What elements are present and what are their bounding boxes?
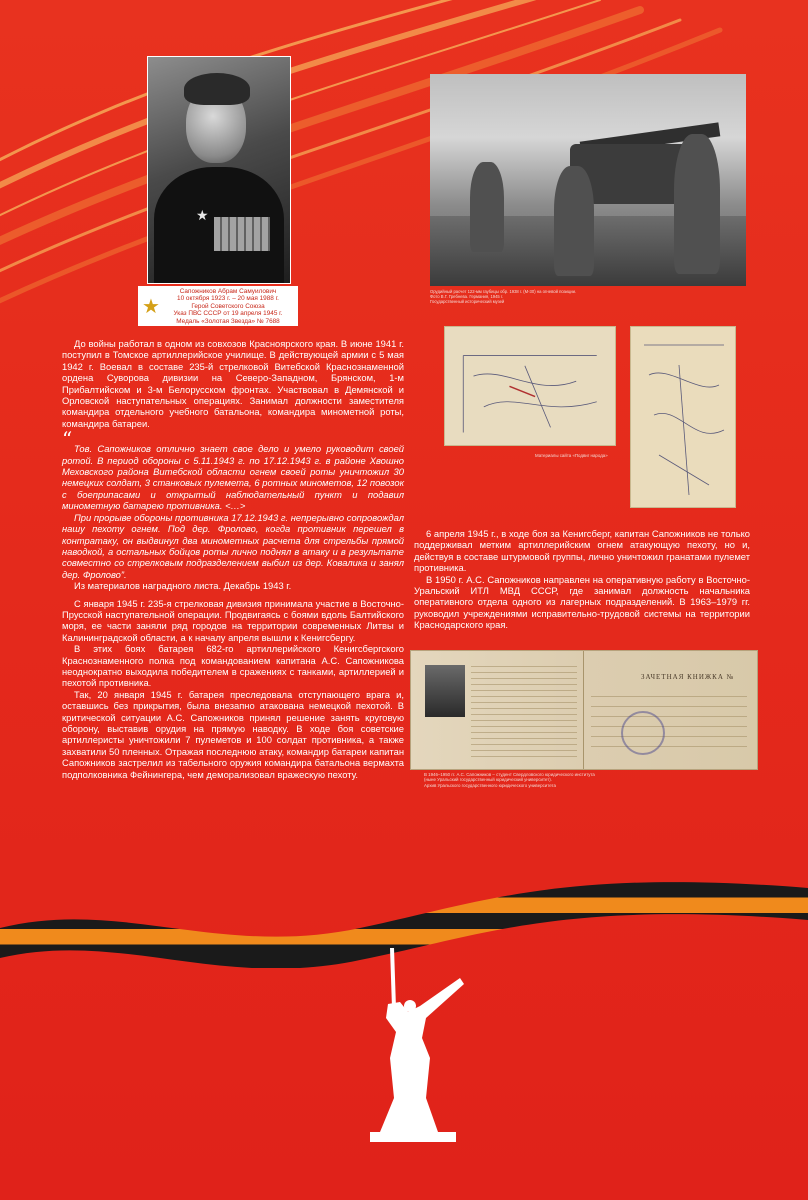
document-form-lines [591,687,747,747]
quote-source: Из материалов наградного листа. Декабрь 1943 г. [74,580,292,592]
right-text-column [414,528,750,631]
motherland-statue-icon [360,948,470,1144]
record-book-document [410,650,758,770]
photo-caption-line: Фото В.Г. Гребнева. Германия, 1945 г. [430,294,504,300]
stamp-icon [621,711,665,755]
document-text-lines [471,661,577,761]
war-photo-soldier [470,162,504,252]
award-quote-paragraph: При прорыве обороны противника 17.12.1943 г. непрерывно сопровождал нашу пехоту огнем. Под дер. Фролово, когда противник перешел в контратаку, он выдвинул два минометных расчета для стрельбы прямой наводкой, а остальных бойцов роты лично поднял в атаку и в результате совместно со стрелковым подразделением выбил из дер. Ковалика и занял дер. Фролово”. [62,511,404,580]
biography-paragraph: В этих боях батарея 682-го артиллерийского Кенигсбергского Краснознаменного полка под командованием капитана А.С. Сапожникова неоднократно выходила победителем в сражениях с танками, артиллерией и пехотой противника. [62,643,404,689]
battle-map-2 [630,326,736,508]
left-text-column [62,338,404,780]
document-caption-line: (ныне Уральский государственный юридический университет). [424,777,552,783]
caption-name: Сапожников Абрам Самуилович [179,288,277,295]
document-caption [424,772,724,788]
medals [214,217,270,251]
biography-paragraph: С января 1945 г. 235-я стрелковая дивизия принимала участие в Восточно-Прусской наступательной операции. Продвигаясь с боями вдоль Балтийского моря, ее части заняли ряд городов на территории современных Литвы и Калининградской области, а к началу апреля вышли к Кенигсбергу. [62,597,404,643]
portrait-hair [184,73,250,105]
gold-star-icon: ★ [142,296,160,318]
caption-title: Герой Советского Союза [191,302,265,310]
photo-caption-line: Орудийный расчет 122-мм гаубицы обр. 1938 г. (М-30) на огневой позиции. [430,289,577,294]
document-title: ЗАЧЕТНАЯ КНИЖКА № [641,673,735,681]
battle-map-1 [444,326,616,446]
document-caption-line: Архив Уральского государственного юридического университета [424,782,556,788]
photo-caption-line: Государственный исторический музей [430,299,505,305]
document-caption-line: В 1946–1950 гг. А.С. Сапожников – студент Свердловского юридического института [424,772,595,777]
maps-caption: Материалы сайта «Подвиг народа» [535,453,608,458]
caption-medal: Медаль «Золотая Звезда» № 7688 [176,317,280,325]
biography-paragraph: До войны работал в одном из совхозов Красноярского края. В июне 1941 г. поступил в Томское артиллерийское училище. В действующей армии с 5 мая 1942 г. Воевал в составе 235-й стрелковой Витебской Краснознаменной ордена Суворова дивизии на Северо-Западном, Брянском, 1-м Прибалтийском и 3-м Белорусском фронтах. Участвовал в Демянской и Орловской наступательных операциях. Занимал должности заместителя командира отдельного учебного батальона, командира минометной роты, командира батареи. [62,338,404,429]
map-2-lines [639,335,727,499]
biography-paragraph: В 1950 г. А.С. Сапожников направлен на оперативную работу в Восточно-Уральский ИТЛ МВД СССР, где занимал должность начальника оперативного отдела одного из лагерных подразделений. В 1963–1979 гг. руководил учреждениями исправительно-трудовой системы на территории Краснодарского края. [414,573,750,631]
document-photo [425,665,465,717]
biography-paragraph: 6 апреля 1945 г., в ходе боя за Кенигсберг, капитан Сапожников не только поддерживал метким артиллерийским огнем атакующую пехоту, но и, действуя в составе штурмовой группы, лично уничтожил гранатами пулемет противника. [414,528,750,574]
portrait-caption [138,286,298,326]
war-photo [430,74,746,286]
map-1-lines [453,335,607,438]
caption-decree: Указ ПВС СССР от 19 апреля 1945 г. [173,310,283,318]
hero-star-icon: ★ [196,207,209,223]
war-photo-soldier [554,166,594,276]
quote-mark-icon: “ [62,427,73,452]
award-quote-paragraph: Тов. Сапожников отлично знает свое дело и умело руководит своей ротой. В период обороны с 5.11.1943 г. по 17.12.1943 г. в районе Хвошно Меховского района Витебской области огнем своей роты уничтожил 30 немецких солдат, 3 станковых пулемета, 6 ротных минометов, 12 повозок с боеприпасами и открытый наблюдательный пункт и подавил минометную батарею противника. <…> [62,443,404,512]
portrait-photo [147,56,291,284]
document-fold [583,651,584,769]
biography-paragraph: Так, 20 января 1945 г. батарея преследовала отступающего врага и, оставшись без прикрытия, была внезапно атакована немецкой пехотой. В критической ситуации А.С. Сапожников принял решение занять круговую оборону, выставив орудия на прямую наводку. В ходе боя советские артиллеристы уничтожили 7 пулеметов и 100 солдат противника, а также захватили 50 пленных. Отражая последнюю атаку, командир батареи капитан Сапожников застрелил из табельного оружия командира батальона вермахта подполковника Фейнингера, чем деморализовал вражескую пехоту. [62,688,404,780]
war-photo-caption [430,289,630,305]
war-photo-soldier [674,134,720,274]
caption-dates: 10 октября 1923 г. – 20 мая 1988 г. [177,295,279,303]
